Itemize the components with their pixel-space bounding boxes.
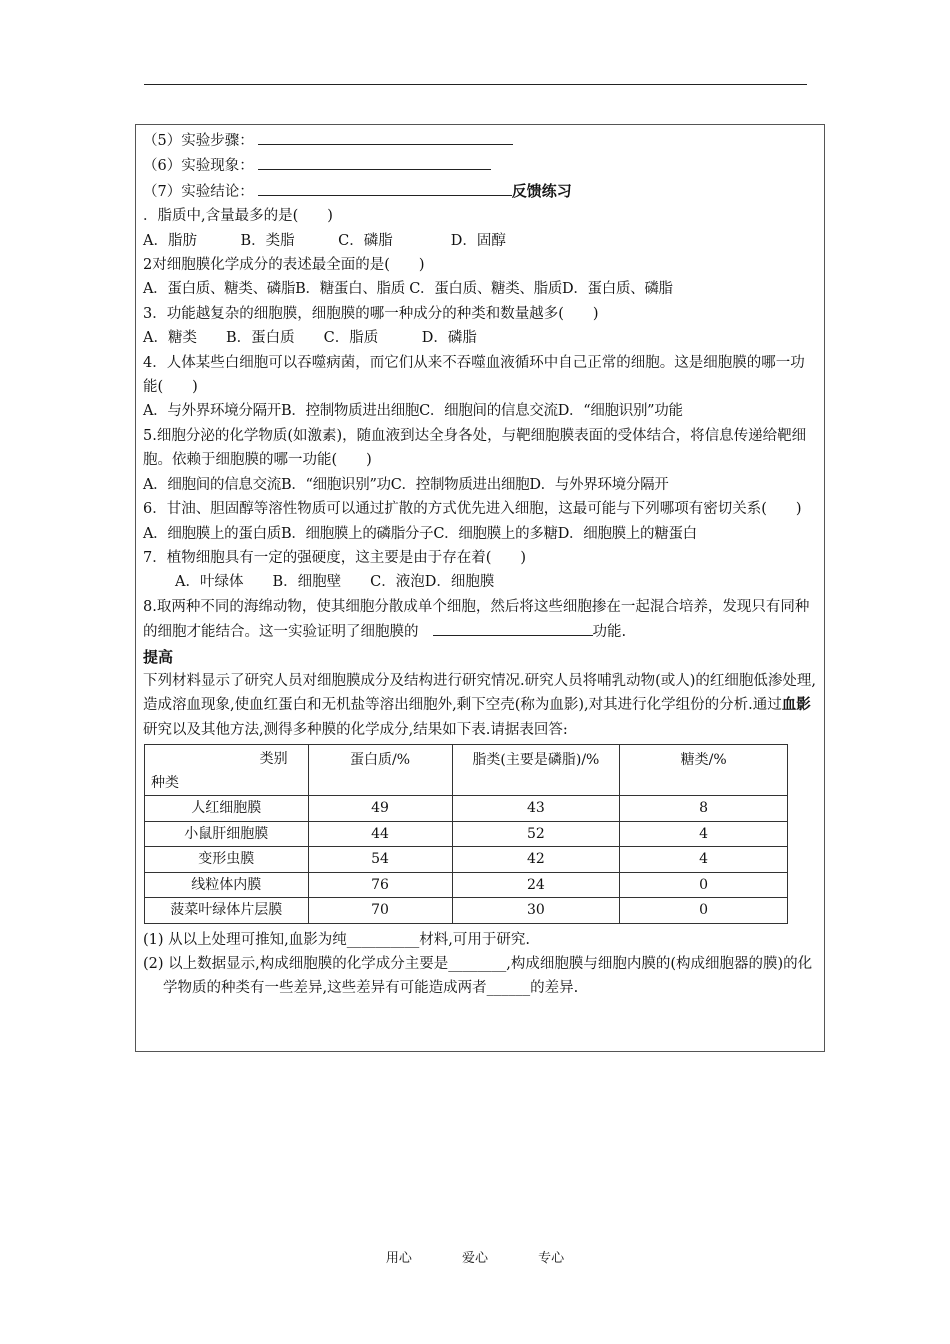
sub-question-2: (2) 以上数据显示,构成细胞膜的化学成分主要是________,构成细胞膜与细胞内膜的(构成细胞器的膜)的化学物质的种类有一些差异,这些差异有可能造成两者______的差异. [143, 956, 813, 997]
question-5: 5.细胞分泌的化学物质(如激素)，随血液到达全身各处，与靶细胞膜表面的受体结合，将信息传递给靶细胞。依赖于细胞膜的哪一功能( ) [143, 427, 807, 469]
step6-line: （6）实验现象： [143, 153, 819, 178]
answer-blank[interactable] [258, 179, 512, 196]
header-rule [144, 84, 807, 85]
question-2-options: A．蛋白质、糖类、磷脂B．糖蛋白、脂质 C．蛋白质、糖类、脂质D．蛋白质、磷脂 [143, 281, 673, 298]
question-5-options: A．细胞间的信息交流B．“细胞识别”功C．控制物质进出细胞D．与外界环境分隔开 [143, 476, 669, 493]
answer-blank[interactable] [258, 128, 513, 145]
page-footer [0, 1247, 950, 1266]
question-6-options: A．细胞膜上的蛋白质B．细胞膜上的磷脂分子C．细胞膜上的多糖D．细胞膜上的糖蛋白 [143, 525, 697, 542]
question-4-options: A．与外界环境分隔开B．控制物质进出细胞C．细胞间的信息交流D．“细胞识别”功能 [143, 403, 683, 420]
question-1: ．脂质中,含量最多的是( ) [143, 208, 333, 225]
answer-blank[interactable] [433, 619, 593, 636]
table-row: 小鼠肝细胞膜 44 52 4 [145, 821, 788, 847]
table-header-row [145, 745, 788, 796]
table-row: 线粒体内膜 76 24 0 [145, 872, 788, 898]
table-header: 蛋白质/% [308, 745, 452, 796]
question-8: 8.取两种不同的海绵动物，使其细胞分散成单个细胞，然后将这些细胞掺在一起混合培养，发现只有同种的细胞才能结合。这一实验证明了细胞膜的 功能. [143, 598, 810, 641]
table-header: 脂类(主要是磷脂)/% [452, 745, 620, 796]
membrane-composition-table [144, 744, 788, 924]
question-3: 3．功能越复杂的细胞膜，细胞膜的哪一种成分的种类和数量越多( ) [143, 305, 599, 322]
question-7-options: A．叶绿体 B．细胞壁 C．液泡D．细胞膜 [175, 574, 495, 591]
table-row: 变形虫膜 54 42 4 [145, 847, 788, 873]
improve-heading: 提高 [143, 647, 174, 666]
worksheet-content [143, 128, 819, 1001]
answer-blank[interactable] [258, 153, 491, 170]
sub-question-1: (1) 从以上处理可推知,血影为纯__________材料,可用于研究. [143, 931, 530, 948]
footer-word: 用心 [385, 1251, 412, 1266]
question-4: 4．人体某些白细胞可以吞噬病菌，而它们从来不吞噬血液循环中自己正常的细胞。这是细胞膜的哪一功能( ) [143, 354, 805, 396]
step5-line: （5）实验步骤： [143, 128, 819, 153]
table-row: 菠菜叶绿体片层膜 70 30 0 [145, 898, 788, 924]
question-3-options: A．糖类 B．蛋白质 C．脂质 D．磷脂 [143, 330, 477, 347]
question-2: 2对细胞膜化学成分的表述最全面的是( ) [143, 257, 425, 274]
feedback-heading: 反馈练习 [511, 181, 572, 200]
footer-word: 专心 [538, 1251, 565, 1266]
question-7: 7．植物细胞具有一定的强硬度，这主要是由于存在着( ) [143, 549, 527, 566]
question-1-options: A．脂肪 B．类脂 C．磷脂 D．固醇 [143, 232, 506, 249]
table-row: 人红细胞膜 49 43 8 [145, 796, 788, 822]
question-6: 6．甘油、胆固醇等溶性物质可以通过扩散的方式优先进入细胞，这最可能与下列哪项有密切关系( ) [143, 501, 802, 518]
table-corner-cell: 类别 种类 [145, 745, 309, 796]
step7-line: （7）实验结论： 反馈练习 [143, 179, 819, 204]
footer-word: 爱心 [461, 1251, 488, 1266]
material-paragraph: 下列材料显示了研究人员对细胞膜成分及结构进行研究情况.研究人员将哺乳动物(或人)的红细胞低渗处理,造成溶血现象,使血红蛋白和无机盐等溶出细胞外,剩下空壳(称为血影),对其进行化学组份的分析.通过血影研究以及其他方法,测得多种膜的化学成分,结果如下表.请据表回答: [143, 672, 817, 738]
table-header: 糖类/% [620, 745, 788, 796]
